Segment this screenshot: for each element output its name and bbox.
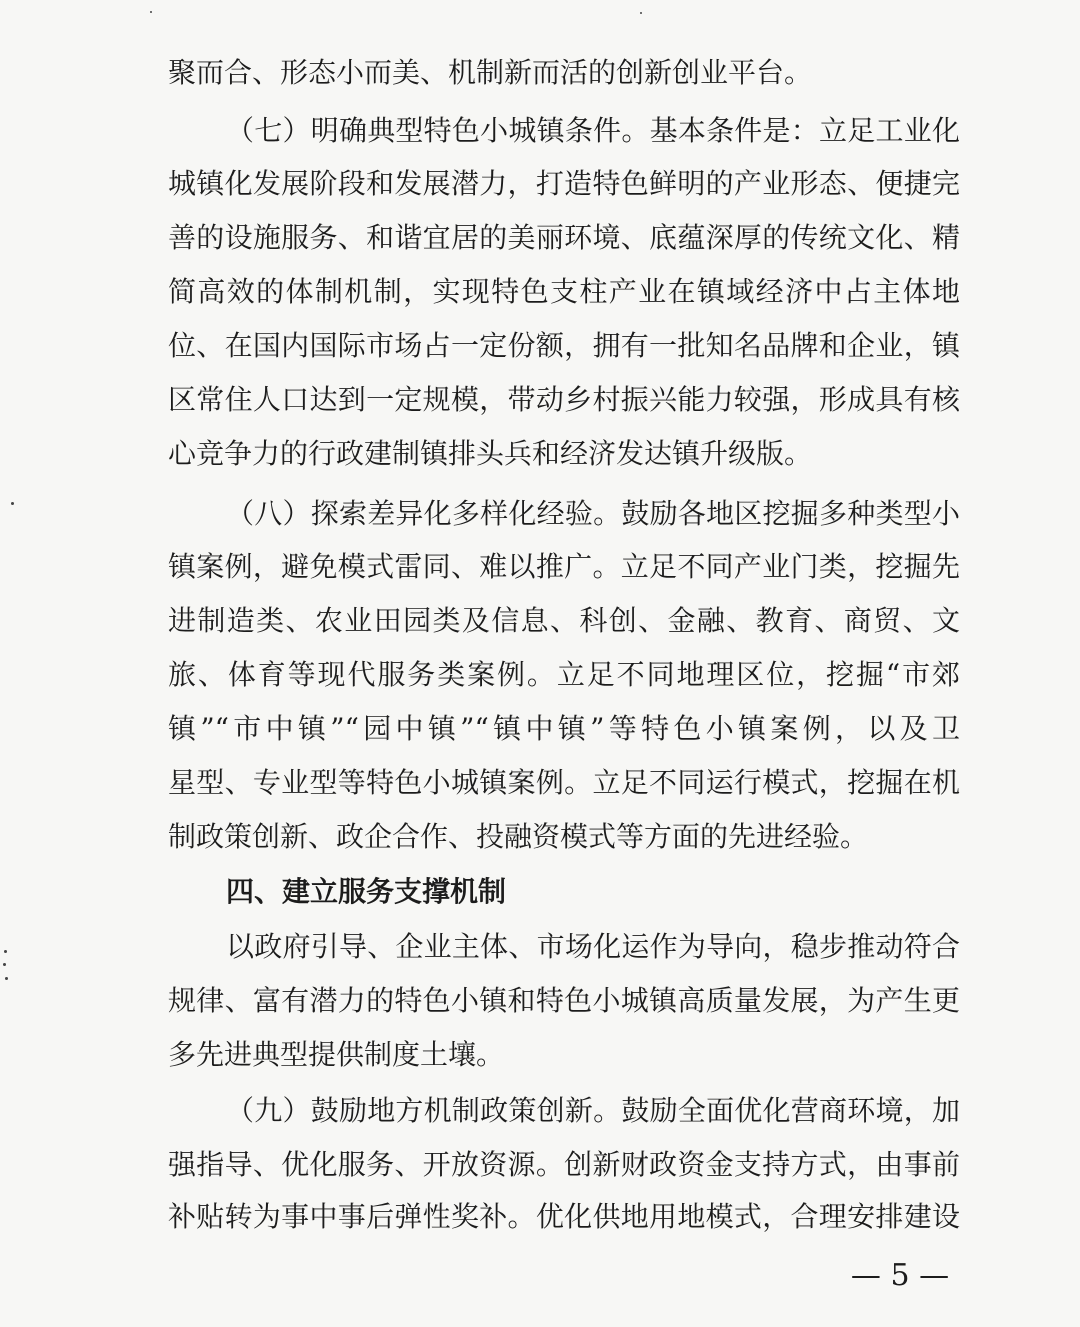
text-line: 镇”“市中镇”“园中镇”“镇中镇”等特色小镇案例，以及卫 (168, 712, 960, 745)
text-line: 聚而合、形态小而美、机制新而活的创新创业平台。 (168, 56, 813, 89)
text-line: 善的设施服务、和谐宜居的美丽环境、底蕴深厚的传统文化、精 (168, 221, 960, 254)
text-line: （八）探索差异化多样化经验。鼓励各地区挖掘多种类型小 (226, 497, 960, 530)
text-line: 补贴转为事中事后弹性奖补。优化供地用地模式，合理安排建设 (168, 1200, 960, 1233)
text-line: 多先进典型提供制度土壤。 (168, 1038, 505, 1071)
section-heading: 四、建立服务支撑机制 (226, 875, 507, 908)
text-line: （七）明确典型特色小城镇条件。基本条件是：立足工业化 (226, 114, 960, 147)
text-line: （九）鼓励地方机制政策创新。鼓励全面优化营商环境，加 (226, 1094, 960, 1127)
text-line: 心竞争力的行政建制镇排头兵和经济发达镇升级版。 (168, 437, 813, 470)
text-line: 旅、体育等现代服务类案例。立足不同地理区位，挖掘“市郊 (168, 658, 960, 691)
scan-speck (4, 950, 7, 953)
page-number: — 5 — (850, 1258, 950, 1293)
text-line: 镇案例，避免模式雷同、难以推广。立足不同产业门类，挖掘先 (168, 550, 960, 583)
scan-speck (3, 963, 6, 966)
scan-speck (5, 977, 8, 980)
text-line: 进制造类、农业田园类及信息、科创、金融、教育、商贸、文 (168, 604, 960, 637)
text-line: 强指导、优化服务、开放资源。创新财政资金支持方式，由事前 (168, 1148, 960, 1181)
text-line: 简高效的体制机制，实现特色支柱产业在镇域经济中占主体地 (168, 275, 960, 308)
scan-speck (150, 11, 152, 13)
text-line: 星型、专业型等特色小城镇案例。立足不同运行模式，挖掘在机 (168, 766, 960, 799)
text-line: 城镇化发展阶段和发展潜力，打造特色鲜明的产业形态、便捷完 (168, 167, 960, 200)
text-line: 区常住人口达到一定规模，带动乡村振兴能力较强，形成具有核 (168, 383, 960, 416)
scan-speck (640, 12, 642, 14)
text-line: 规律、富有潜力的特色小镇和特色小城镇高质量发展，为产生更 (168, 984, 960, 1017)
scan-speck (11, 502, 14, 505)
text-line: 制政策创新、政企合作、投融资模式等方面的先进经验。 (168, 820, 869, 853)
text-line: 位、在国内国际市场占一定份额，拥有一批知名品牌和企业，镇 (168, 329, 960, 362)
text-line: 以政府引导、企业主体、市场化运作为导向，稳步推动符合 (226, 930, 960, 963)
